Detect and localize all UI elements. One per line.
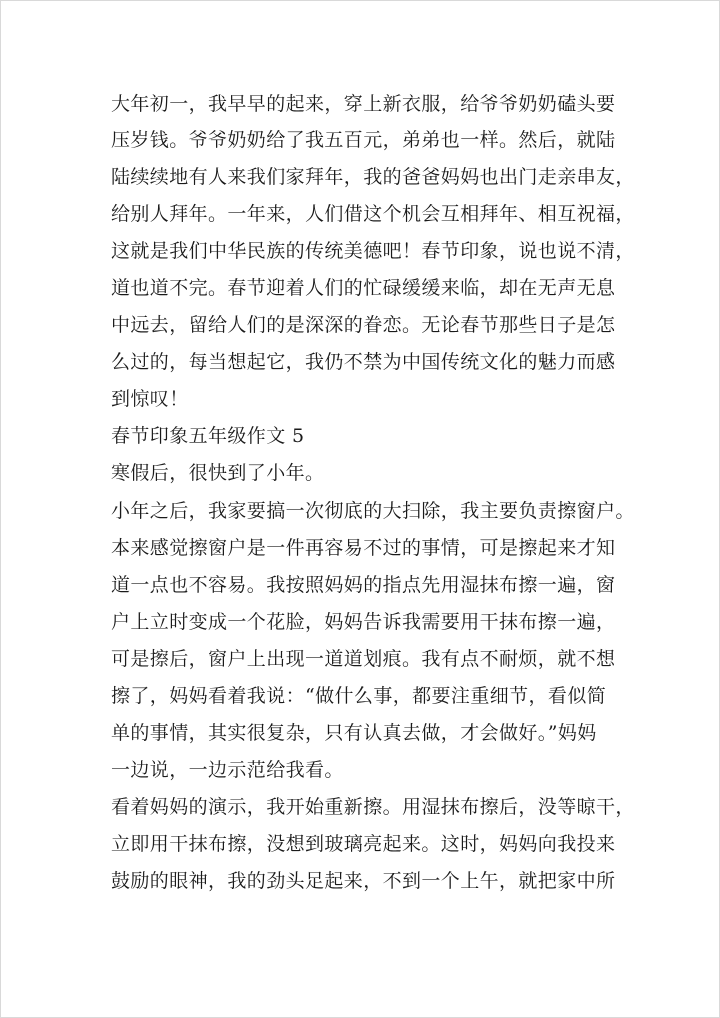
text-line-18: 单的事情，其实很复杂，只有认真去做，才会做好。”妈妈	[111, 722, 597, 744]
text-line-5: 这就是我们中华民族的传统美德吧！春节印象，说也说不清，	[111, 240, 635, 262]
text-line-4: 给别人拜年。一年来，人们借这个机会互相拜年、相互祝福，	[111, 203, 635, 225]
text-line-2: 压岁钱。爷爷奶奶给了我五百元，弟弟也一样。然后，就陆	[111, 129, 616, 151]
text-line-1: 大年初一，我早早的起来，穿上新衣服，给爷爷奶奶磕头要	[111, 93, 616, 115]
text-line-19: 一边说，一边示范给我看。	[111, 759, 344, 781]
text-line-21: 立即用干抹布擦，没想到玻璃亮起来。这时，妈妈向我投来	[111, 833, 616, 855]
text-line-17: 擦了，妈妈看着我说：“做什么事，都要注重细节，看似简	[111, 685, 607, 707]
text-line-7: 中远去，留给人们的是深深的眷恋。无论春节那些日子是怎	[111, 314, 616, 336]
text-line-3: 陆续续地有人来我们家拜年，我的爸爸妈妈也出门走亲串友，	[111, 166, 635, 188]
text-line-9: 到惊叹！	[111, 388, 189, 410]
text-line-16: 可是擦后，窗户上出现一道道划痕。我有点不耐烦，就不想	[111, 648, 616, 670]
text-line-14: 道一点也不容易。我按照妈妈的指点先用湿抹布擦一遍，窗	[111, 574, 616, 596]
text-line-20: 看着妈妈的演示，我开始重新擦。用湿抹布擦后，没等晾干，	[111, 796, 635, 818]
text-line-8: 么过的，每当想起它，我仍不禁为中国传统文化的魅力而感	[111, 351, 616, 373]
text-line-6: 道也道不完。春节迎着人们的忙碌缓缓来临，却在无声无息	[111, 277, 616, 299]
text-line-22: 鼓励的眼神，我的劲头足起来，不到一个上午，就把家中所	[111, 870, 616, 892]
text-line-11: 寒假后，很快到了小年。	[111, 462, 325, 484]
text-line-12: 小年之后，我家要搞一次彻底的大扫除，我主要负责擦窗户。	[111, 500, 635, 522]
text-line-13: 本来感觉擦窗户是一件再容易不过的事情，可是擦起来才知	[111, 537, 616, 559]
text-line-15: 户上立时变成一个花脸，妈妈告诉我需要用干抹布擦一遍，	[111, 611, 616, 633]
section-heading: 春节印象五年级作文 5	[111, 425, 305, 447]
